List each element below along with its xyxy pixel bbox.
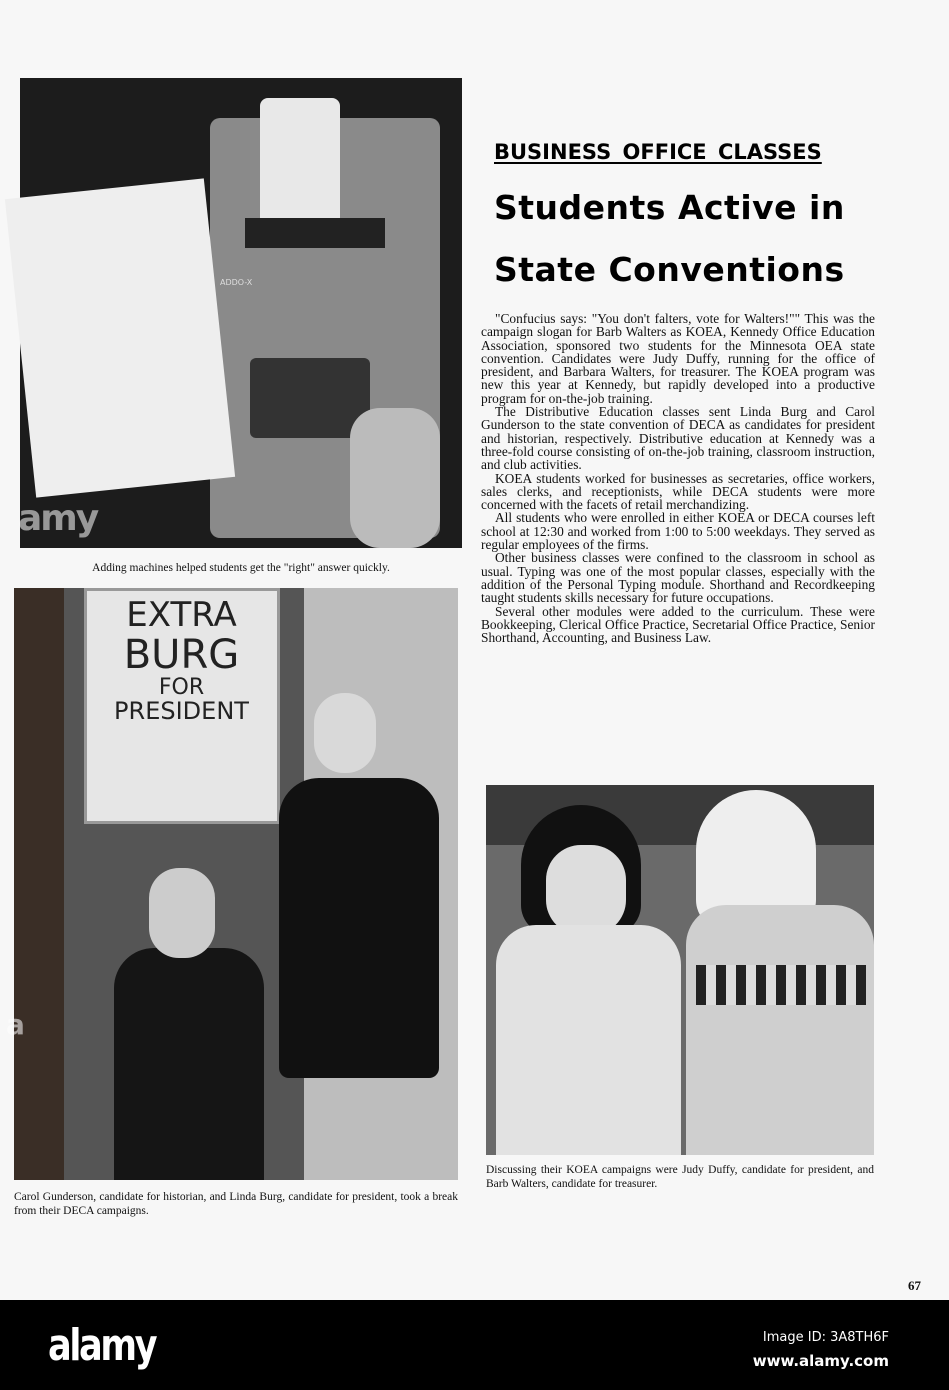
- paragraph: KOEA students worked for businesses as secretaries, office workers, sales clerks, and receptionists, while DECA students were more concerned with the facets of retail merchandizing.: [481, 470, 875, 513]
- article-body: [481, 312, 875, 644]
- deca-candidates-photo: [6, 588, 458, 1180]
- sign-line: PRESIDENT: [114, 696, 249, 725]
- paragraph: Other business classes were confined to the classroom in school as usual. Typing was one of the most popular classes, especially with the addition of the Personal Typing module. Shorthand and Recordkeeping taught students skills necessary for future occupations.: [481, 550, 875, 606]
- adding-machine-caption: Adding machines helped students get the "right" answer quickly.: [92, 562, 390, 574]
- deca-caption: Carol Gunderson, candidate for historian, and Linda Burg, candidate for president, took a break from their DECA campaigns.: [14, 1191, 458, 1217]
- sign-line: EXTRA: [126, 595, 237, 635]
- paragraph: Several other modules were added to the curriculum. These were Bookkeeping, Clerical Office Practice, Secretarial Office Practice, Senior Shorthand, Accounting, and Business Law.: [481, 603, 875, 646]
- paragraph: "Confucius says: "You don't falters, vote for Walters!"" This was the campaign slogan for Barb Walters as KOEA, Kennedy Office Education Association, sponsored two students for the Minnesota OEA state convention. Candidates were Judy Duffy, running for the office of president, and Barbara Walters, for treasurer. The KOEA program was new this year at Kennedy, but rapidly developed into a productive program for on-the-job training.: [481, 311, 875, 406]
- koea-candidates-photo: [486, 785, 874, 1155]
- stock-footer: [0, 1300, 949, 1390]
- site-link[interactable]: www.alamy.com: [752, 1352, 889, 1370]
- paragraph: All students who were enrolled in either KOEA or DECA courses left school at 12:30 and worked from 1:00 to 5:00 weekdays. They served as regular employees of the firms.: [481, 510, 875, 553]
- paragraph: The Distributive Education classes sent Linda Burg and Carol Gunderson to the state convention of DECA as candidates for president and historian, respectively. Distributive education at Kennedy was a three-fold course consisting of on-the-job training, classroom instruction, and club activities.: [481, 404, 875, 473]
- adding-machine-photo: [20, 78, 462, 548]
- machine-label: ADDO-X: [220, 278, 253, 287]
- campaign-sign: [94, 595, 269, 725]
- alamy-logo: alamy: [48, 1320, 156, 1371]
- watermark-text: amy: [18, 498, 98, 539]
- article-title-line-1: Students Active in: [494, 188, 845, 227]
- sign-line: BURG: [123, 631, 240, 678]
- section-kicker: BUSINESS OFFICE CLASSES: [494, 140, 822, 164]
- page-number: 67: [908, 1278, 921, 1293]
- image-id: Image ID: 3A8TH6F: [762, 1330, 889, 1345]
- koea-caption: Discussing their KOEA campaigns were Judy Duffy, candidate for president, and Barb Walters, candidate for treasurer.: [486, 1164, 874, 1190]
- article-title-line-2: State Conventions: [494, 250, 845, 289]
- sign-line: FOR: [158, 674, 205, 700]
- watermark-text: a: [6, 1008, 23, 1041]
